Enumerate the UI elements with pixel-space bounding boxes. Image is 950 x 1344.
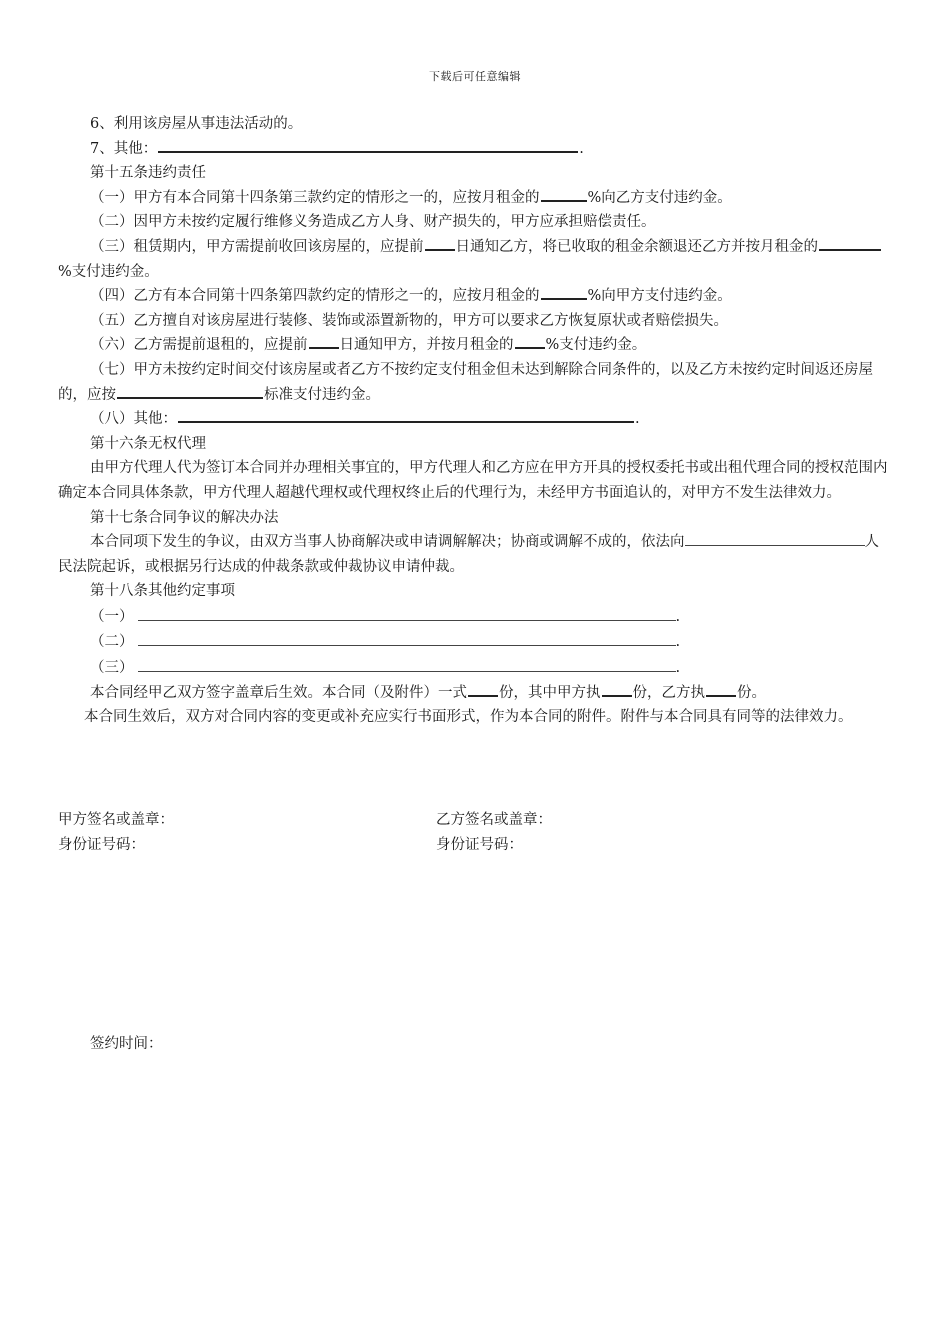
party-a-id-label: 身份证号码： (58, 836, 145, 853)
effectiveness-clause: 本合同经甲乙双方签字盖章后生效。本合同（及附件）一式 份，其中甲方执 份，乙方执 份。 (58, 681, 892, 706)
blank-other-terms[interactable] (158, 137, 578, 153)
blank-other-penalty[interactable] (178, 407, 634, 423)
party-a-sign-label: 甲方签名或盖章： (58, 812, 174, 828)
blank-copies-party-a[interactable] (602, 681, 632, 697)
article-15-item-2: （二）因甲方未按约定履行维修义务造成乙方人身、财产损失的，甲方应承担赔偿责任。 (90, 214, 656, 231)
article-15-title: 第十五条违约责任 (90, 165, 206, 182)
article-16-title: 第十六条无权代理 (90, 435, 206, 452)
page-header: 下载后可任意编辑 (429, 70, 521, 83)
article-15-item-8: （八）其他： . (58, 407, 892, 432)
article-17-body: 本合同项下发生的争议，由双方当事人协商解决或申请调解解决；协商或调解不成的，依法向 人民法院起诉，或根据另行达成的仲裁条款或仲裁协议申请仲裁。 (58, 530, 892, 579)
blank-other-item-3[interactable] (138, 655, 676, 672)
party-b-sign-label: 乙方签名或盖章： (436, 812, 552, 828)
clause-7: 7、其他： . (58, 137, 892, 162)
blank-copies-total[interactable] (468, 681, 498, 697)
article-18-title: 第十八条其他约定事项 (90, 583, 235, 600)
sign-time-label: 签约时间： (90, 1036, 163, 1052)
blank-notice-days-1[interactable] (425, 235, 455, 251)
article-18-item-2: （二） . (58, 629, 892, 655)
blank-rent-percent-3[interactable] (541, 284, 587, 300)
party-b-id-label: 身份证号码： (436, 836, 523, 853)
clause-6: 6、利用该房屋从事违法活动的。 (90, 116, 303, 132)
article-15-item-1: （一）甲方有本合同第十四条第三款约定的情形之一的，应按月租金的 %向乙方支付违约金。 (58, 186, 892, 211)
signature-block (58, 808, 892, 857)
blank-penalty-standard[interactable] (117, 383, 263, 399)
blank-other-item-2[interactable] (138, 629, 676, 646)
blank-rent-percent-4[interactable] (515, 333, 545, 349)
article-18-item-3: （三） . (58, 655, 892, 681)
article-15-item-7: （七）甲方未按约定时间交付该房屋或者乙方不按约定支付租金但未达到解除合同条件的，以及乙方未按约定时间返还房屋的，应按 标准支付违约金。 (58, 361, 873, 403)
article-15-item-3: （三）租赁期内，甲方需提前收回该房屋的，应提前 日通知乙方，将已收取的租金余额退还乙方并按月租金的%支付违约金。 (58, 235, 892, 284)
article-15-item-5: （五）乙方擅自对该房屋进行装修、装饰或添置新物的，甲方可以要求乙方恢复原状或者赔偿损失。 (90, 312, 728, 329)
article-18-item-1: （一） . (58, 604, 892, 630)
article-15-item-4: （四）乙方有本合同第十四条第四款约定的情形之一的，应按月租金的 %向甲方支付违约金。 (58, 284, 892, 309)
article-15-item-6: （六）乙方需提前退租的，应提前 日通知甲方，并按月租金的 %支付违约金。 (58, 333, 892, 358)
blank-other-item-1[interactable] (138, 604, 676, 621)
blank-court-name[interactable] (685, 531, 865, 546)
blank-rent-percent-1[interactable] (541, 186, 587, 202)
contract-body (58, 112, 892, 730)
amendment-clause: 本合同生效后，双方对合同内容的变更或补充应实行书面形式，作为本合同的附件。附件与本合同具有同等的法律效力。 (84, 709, 853, 726)
blank-rent-percent-2[interactable] (819, 235, 881, 251)
article-17-title: 第十七条合同争议的解决办法 (90, 509, 279, 526)
blank-copies-party-b[interactable] (706, 681, 736, 697)
article-16-body: 由甲方代理人代为签订本合同并办理相关事宜的，甲方代理人和乙方应在甲方开具的授权委托书或出租代理合同的授权范围内确定本合同具体条款，甲方代理人超越代理权或代理权终止后的代理行为，未经甲方书面追认的，对甲方不发生法律效力。 (58, 460, 888, 501)
blank-notice-days-2[interactable] (309, 333, 339, 349)
